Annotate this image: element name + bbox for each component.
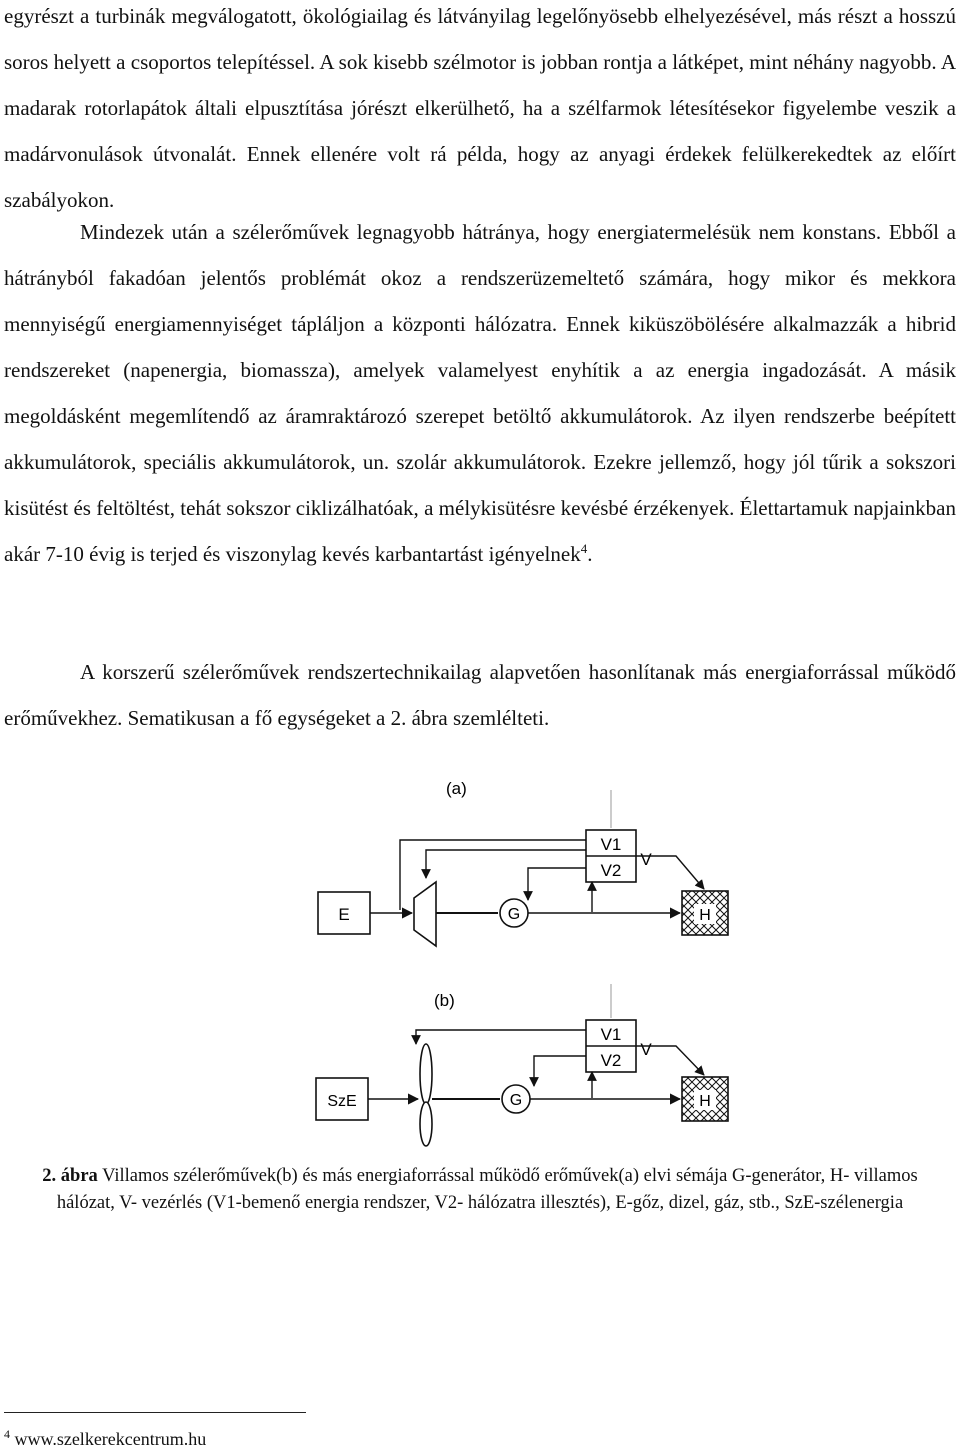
- diagram-a: [318, 779, 728, 946]
- footnote: [4, 1429, 206, 1449]
- a-v-label: V: [640, 850, 652, 869]
- b-v-label: V: [640, 1040, 652, 1059]
- footnote-marker: 4: [4, 1427, 10, 1441]
- paragraph-1-text: egyrészt a turbinák megválogatott, ökológiailag és látványilag legelőnyösebb elhelyezésével, más részt a hosszú soros helyett a csoportos telepítéssel. A sok kisebb szélmotor is jobban rontja a látképet, mint néhány nagyobb. A madarak rotorlapátok általi elpusztítása jórészt elkerülhető, ha a szélfarmok létesítésekor figyelembe veszik a madárvonulások útvonalát. Ennek ellenére volt rá példa, hogy az anyagi érdekek felülkerekedtek az előírt szabályokon.: [4, 4, 956, 212]
- paragraph-1: [4, 0, 956, 223]
- footnote-divider: [4, 1412, 306, 1413]
- a-g-label: G: [507, 906, 521, 923]
- footnote-link: www.szelkerekcentrum.hu: [10, 1429, 207, 1449]
- a-v1-label: V1: [600, 835, 622, 854]
- a-turbine-icon: [414, 882, 436, 946]
- paragraph-2-end: .: [587, 542, 593, 566]
- paragraph-2: [4, 209, 956, 577]
- b-h-label: H: [699, 1093, 711, 1110]
- b-g-label: G: [509, 1092, 523, 1109]
- figure-caption: [40, 1163, 920, 1217]
- a-h-label: H: [699, 907, 711, 924]
- b-rotor-icon: [420, 1044, 432, 1104]
- label-b: (b): [434, 991, 455, 1010]
- a-v2-label: V2: [600, 861, 622, 880]
- caption-text: Villamos szélerőművek(b) és más energiaforrással működő erőművek(a) elvi sémája G-generátor, H- villamos hálózat, V- vezérlés (V1-bemenő energia rendszer, V2- hálózatra illesztés), E-gőz, dizel, gáz, stb., SzE-szélenergia: [56, 1166, 918, 1213]
- b-sze-label: SzE: [327, 1093, 357, 1110]
- paragraph-2-text: Mindezek után a szélerőművek legnagyobb hátránya, hogy energiatermelésük nem konstans. Ebből a hátrányból fakadóan jelentős problémát okoz a rendszerüzemeltető számára, hogy mikor és mekkora mennyiségű energiamennyiséget tápláljon a központi hálózatra. Ennek kiküszöbölésére alkalmazzák a hibrid rendszereket (napenergia, biomassza), amelyek valamelyest enyhítik a az energia ingadozását. A másik megoldásként megemlítendő az áramraktározó szerepet betöltő akkumulátorok. Az ilyen rendszerbe beépített akkumulátorok, speciális akkumulátorok, un. szolár akkumulátorok. Ezekre jellemző, hogy jól tűrik a sokszori kisütést és feltöltést, tehát sokszor ciklizálhatóak, a mélykisütésre kevésbé érzékenyek. Élettartamuk napjainkban akár 7-10 évig is terjed és viszonylag kevés karbantartást igényelnek: [4, 220, 956, 566]
- paragraph-3: A korszerű szélerőművek rendszertechnikailag alapvetően hasonlítanak más energiaforrással működő erőművekhez. Sematikusan a fő egységeket a 2. ábra szemlélteti.: [4, 660, 956, 730]
- label-a: (a): [446, 779, 467, 798]
- caption-number: 2. ábra: [42, 1166, 98, 1186]
- b-v1-label: V1: [600, 1025, 622, 1044]
- system-diagram: [296, 770, 960, 1150]
- a-e-label: E: [338, 905, 350, 924]
- diagram-b: [316, 984, 728, 1146]
- b-v2-label: V2: [600, 1051, 622, 1070]
- footnote-ref: 4: [580, 541, 588, 556]
